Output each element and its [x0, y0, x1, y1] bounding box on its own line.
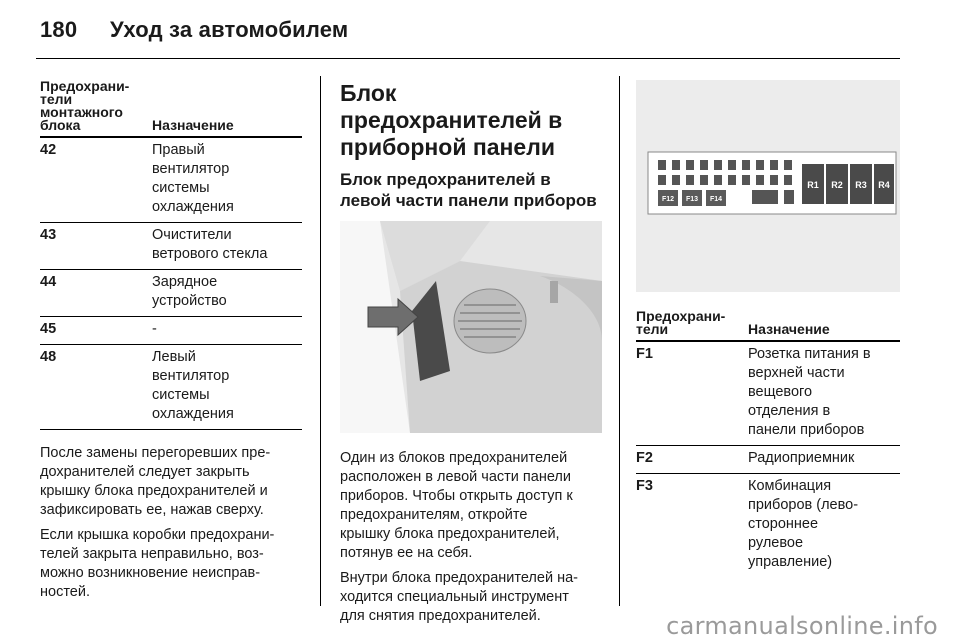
dashboard-photo — [340, 221, 602, 433]
fuse-purpose: Комбинация приборов (лево- стороннее рулевое управление) — [748, 478, 859, 570]
col-header-purpose: Назначение — [152, 80, 302, 137]
column-divider-1 — [320, 76, 321, 606]
fuse-purpose: Радиоприемник — [748, 446, 900, 474]
subsection-heading: Блок предохранителей в левой части панели приборов — [340, 170, 597, 210]
paragraph-removal-tool: Внутри блока предохранителей на- ходится специальный инструмент для снятия предохранителей. — [340, 570, 578, 624]
paragraph-location: Один из блоков предохранителей расположен в левой части панели приборов. Чтобы открыть доступ к предохранителям, откройте крышку блока предохранителей, потянув ее на себя. — [340, 450, 573, 561]
relay-label-r4: R4 — [878, 180, 890, 190]
paragraph-cover-warning: Если крышка коробки предохрани- телей закрыта неправильно, воз- можно возникновение неисправ- ностей. — [40, 527, 275, 600]
fuse-id: 45 — [40, 317, 152, 345]
right-column — [636, 80, 900, 577]
fuse-id: F3 — [636, 478, 653, 494]
mount-block-fuse-table — [40, 80, 302, 430]
fuse-id: 48 — [40, 345, 152, 430]
middle-column — [340, 80, 602, 626]
table-row — [40, 270, 302, 317]
fuse-label-f12: F12 — [661, 196, 675, 203]
fuse-id: 44 — [40, 270, 152, 317]
fuse-purpose: Зарядное устройство — [152, 270, 302, 317]
fuse-label-f14: F14 — [709, 196, 723, 203]
fuse-purpose: - — [152, 317, 302, 345]
table-row — [40, 317, 302, 345]
fuse-label-f13: F13 — [685, 196, 699, 203]
col-header-fuse: Предохрани- тели монтажного блока — [40, 80, 152, 137]
fuse-id: 43 — [40, 223, 152, 270]
table-row — [636, 446, 900, 474]
relay-label-r2: R2 — [831, 180, 843, 190]
table-row — [40, 137, 302, 223]
page-header — [40, 17, 348, 43]
table-row — [636, 474, 900, 578]
fuse-id: 42 — [40, 137, 152, 223]
left-column — [40, 80, 302, 602]
relay-label-r1: R1 — [807, 180, 819, 190]
col-header-purpose: Назначение — [748, 310, 900, 341]
paragraph-close-cover: После замены перегоревших пре- дохранителей следует закрыть крышку блока предохранителей и зафиксировать ее, нажав сверху. — [40, 445, 271, 518]
fuse-id: F1 — [636, 341, 748, 446]
fuse-box-diagram — [636, 80, 900, 292]
table-row — [40, 223, 302, 270]
fuse-purpose: Розетка питания в верхней части вещевого отделения в панели приборов — [748, 341, 900, 446]
watermark: carmanualsonline.info — [666, 612, 938, 640]
fuse-purpose: Очистители ветрового стекла — [152, 223, 302, 270]
fuse-purpose: Правый вентилятор системы охлаждения — [152, 137, 302, 223]
column-divider-2 — [619, 76, 620, 606]
page-number: 180 — [40, 17, 78, 42]
panel-fuse-table — [636, 310, 900, 577]
col-header-fuse: Предохрани- тели — [636, 310, 748, 341]
fuse-id: F2 — [636, 446, 748, 474]
section-title: Уход за автомобилем — [110, 17, 349, 42]
fuse-purpose: Левый вентилятор системы охлаждения — [152, 345, 302, 430]
relay-label-r3: R3 — [855, 180, 867, 190]
table-row — [40, 345, 302, 430]
header-rule — [36, 58, 900, 59]
section-heading: Блок предохранителей в приборной панели — [340, 80, 563, 160]
table-row — [636, 341, 900, 446]
